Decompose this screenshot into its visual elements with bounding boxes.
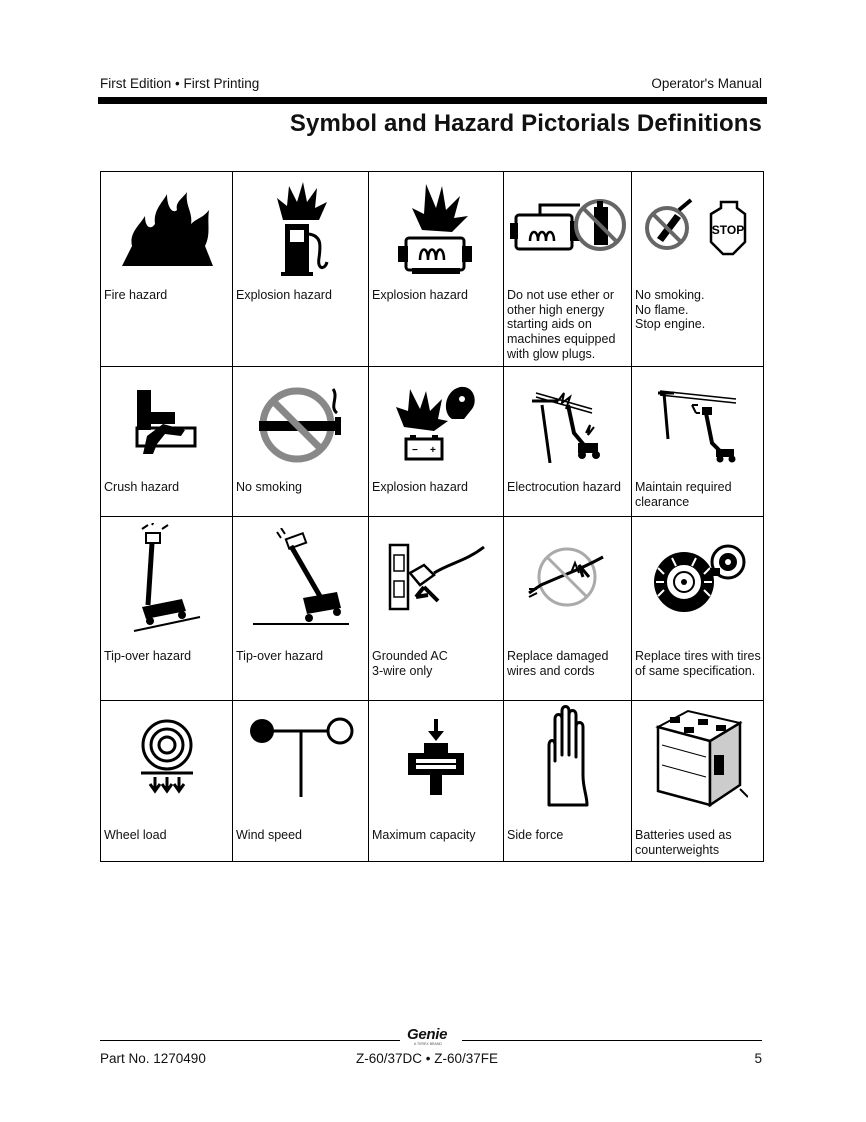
caption: Side force — [507, 828, 564, 842]
table-cell — [369, 701, 504, 862]
table-cell — [101, 701, 233, 862]
table-cell — [369, 517, 504, 701]
table-row — [101, 517, 764, 701]
table-cell — [233, 517, 369, 701]
table-cell — [233, 701, 369, 862]
batteries-counterweight-icon — [632, 701, 763, 813]
table-cell — [101, 172, 233, 367]
no-smoking-icon — [233, 367, 368, 479]
side-force-icon — [504, 701, 631, 813]
table-cell — [504, 367, 632, 517]
table-cell — [632, 517, 764, 701]
table-cell — [369, 172, 504, 367]
tip-over-slope-icon — [101, 517, 232, 639]
caption: No smoking — [236, 480, 302, 494]
wind-speed-icon — [233, 701, 368, 813]
crush-hazard-icon — [101, 367, 232, 479]
header-edition: First Edition • First Printing — [100, 76, 260, 91]
caption: No smoking. No flame. Stop engine. — [635, 288, 706, 332]
model-number: Z-60/37DC • Z-60/37FE — [356, 1051, 499, 1066]
caption: Grounded AC 3-wire only — [372, 649, 448, 678]
caption: Explosion hazard — [372, 480, 468, 494]
replace-tires-icon — [632, 517, 763, 639]
electrocution-hazard-icon — [504, 367, 631, 479]
table-cell — [504, 172, 632, 367]
footer-rule-right — [462, 1040, 762, 1041]
caption: Wind speed — [236, 828, 303, 842]
table-cell — [369, 367, 504, 517]
caption: Batteries used as counterweights — [635, 828, 732, 857]
svg-text:+: + — [430, 445, 436, 456]
no-ether-icon — [504, 172, 631, 284]
tip-over-icon — [233, 517, 368, 639]
caption: Tip-over hazard — [104, 649, 192, 663]
grounded-outlet-icon — [369, 517, 503, 639]
page-number: 5 — [754, 1051, 762, 1066]
table-cell — [233, 172, 369, 367]
table-cell — [101, 367, 233, 517]
caption: Electrocution hazard — [507, 480, 621, 494]
table-cell — [632, 701, 764, 862]
table-row — [101, 701, 764, 862]
caption: Explosion hazard — [236, 288, 332, 302]
explosion-fuel-pump-icon — [233, 172, 368, 284]
damaged-wires-icon — [504, 517, 631, 639]
table-cell — [632, 367, 764, 517]
genie-logo-tagline: A TEREX BRAND — [414, 1042, 442, 1046]
caption: Crush hazard — [104, 480, 180, 494]
caption: Replace tires with tires of same specification. — [635, 649, 761, 678]
table-cell — [632, 172, 764, 367]
header-rule — [98, 97, 767, 104]
pictorials-table — [100, 171, 764, 862]
explosion-engine-icon — [369, 172, 503, 284]
explosion-battery-icon — [369, 367, 503, 479]
caption: Wheel load — [104, 828, 167, 842]
table-cell — [101, 517, 233, 701]
caption: Replace damaged wires and cords — [507, 649, 609, 678]
header-manual: Operator's Manual — [651, 76, 762, 91]
clearance-icon — [632, 367, 763, 479]
table-cell — [504, 701, 632, 862]
caption: Fire hazard — [104, 288, 168, 302]
svg-text:STOP: STOP — [711, 223, 744, 237]
svg-text:−: − — [412, 445, 418, 456]
table-row — [101, 367, 764, 517]
caption: Maximum capacity — [372, 828, 476, 842]
table-row — [101, 172, 764, 367]
wheel-load-icon — [101, 701, 232, 813]
fire-hazard-icon — [101, 172, 232, 284]
no-smoking-stop-engine-icon — [632, 172, 763, 284]
caption: Tip-over hazard — [236, 649, 324, 663]
caption: Maintain required clearance — [635, 480, 732, 509]
maximum-capacity-icon — [369, 701, 503, 813]
footer-rule-left — [100, 1040, 400, 1041]
table-cell — [233, 367, 369, 517]
caption: Do not use ether or other high energy starting aids on machines equipped with glow plugs. — [507, 288, 616, 361]
caption: Explosion hazard — [372, 288, 468, 302]
page-title: Symbol and Hazard Pictorials Definitions — [289, 110, 762, 137]
part-number: Part No. 1270490 — [100, 1051, 206, 1066]
genie-logo: Genie — [407, 1026, 448, 1043]
table-cell — [504, 517, 632, 701]
